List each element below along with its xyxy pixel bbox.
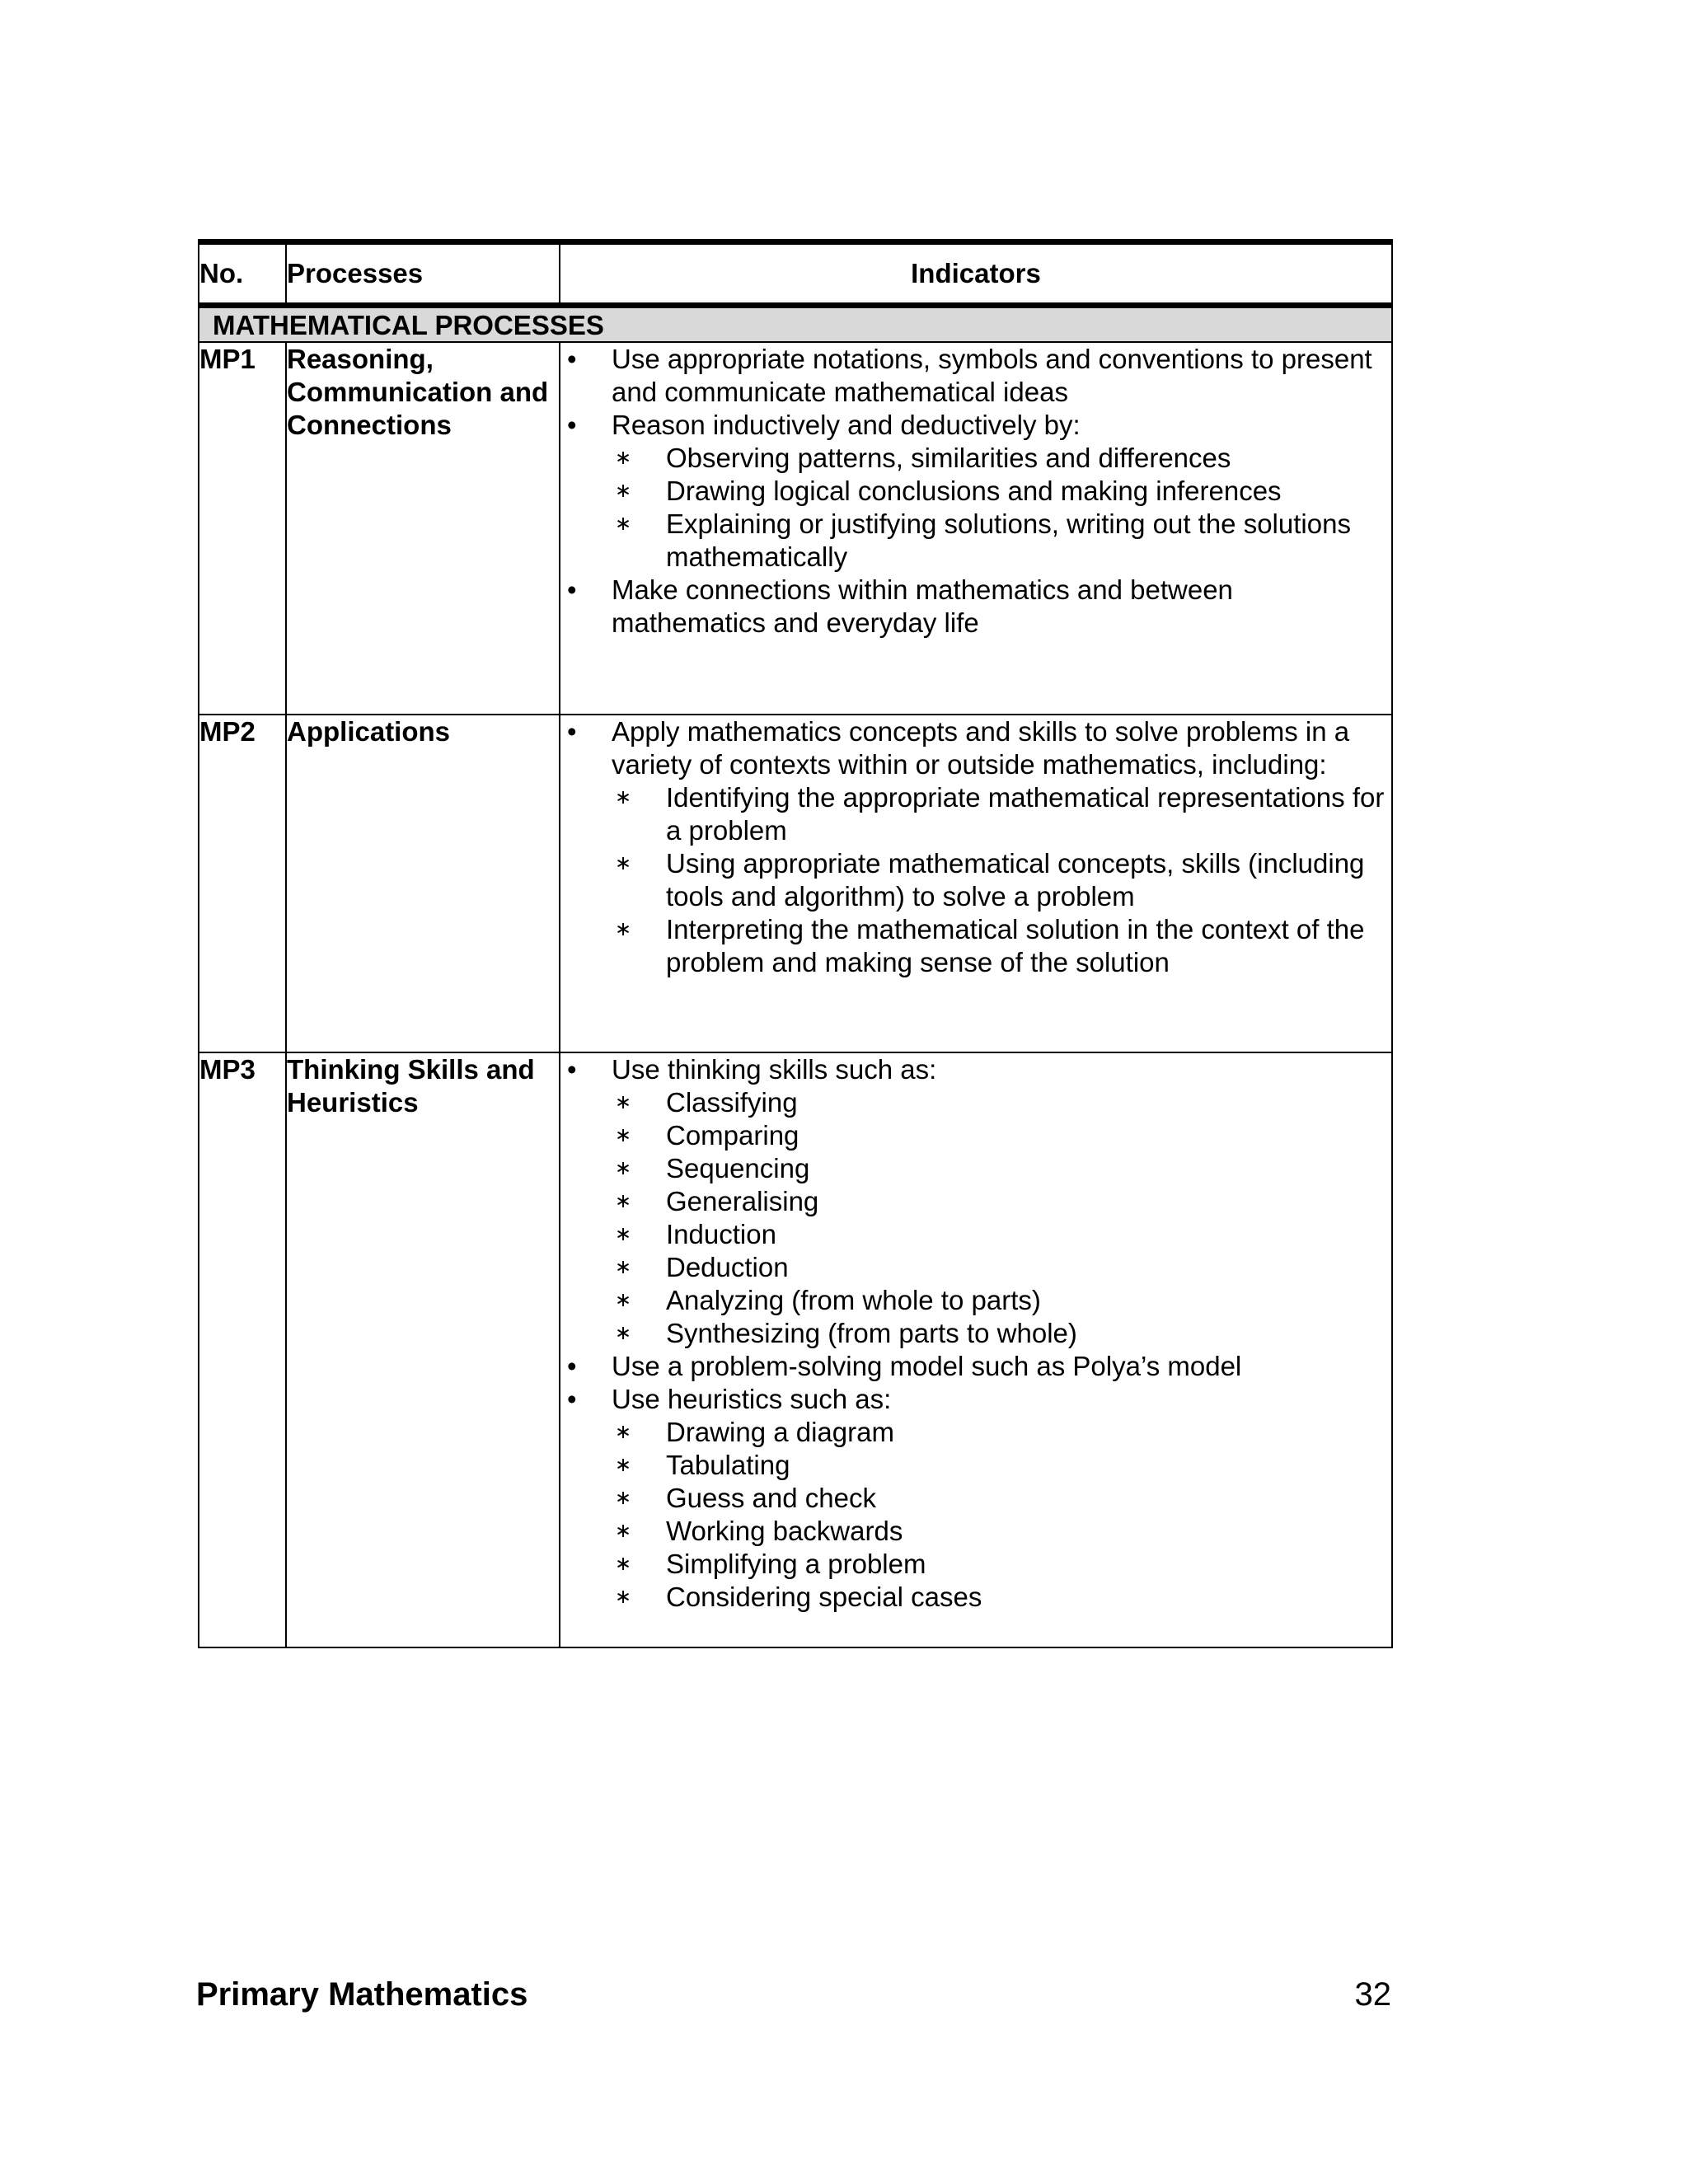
process-number: MP2 [199, 715, 286, 1052]
asterisk-bullet-icon: ∗ [615, 1553, 632, 1575]
bullet-icon: • [567, 344, 577, 374]
indicator-list [560, 343, 1391, 640]
sub-indicator-item [613, 1515, 1391, 1548]
indicator-text: Use heuristics such as: [612, 1384, 892, 1414]
indicator-item [560, 343, 1391, 409]
sub-indicator-item [613, 1317, 1391, 1350]
asterisk-bullet-icon: ∗ [615, 1454, 632, 1476]
sub-indicator-text: Generalising [666, 1186, 819, 1216]
bullet-icon: • [567, 1054, 577, 1085]
sub-indicator-text: Observing patterns, similarities and differences [666, 443, 1231, 473]
table-row [199, 342, 1392, 715]
indicators-cell [560, 342, 1392, 715]
indicator-text: Make connections within mathematics and between mathematics and everyday life [612, 574, 1233, 638]
sub-indicator-text: Explaining or justifying solutions, writing out the solutions mathematically [666, 509, 1351, 572]
sub-indicator-text: Analyzing (from whole to parts) [666, 1285, 1041, 1315]
sub-indicator-item [613, 1581, 1391, 1614]
table-row [199, 715, 1392, 1052]
sub-indicator-item [613, 442, 1391, 475]
asterisk-bullet-icon: ∗ [615, 1586, 632, 1608]
sub-indicator-item [613, 475, 1391, 508]
sub-indicator-item [613, 847, 1391, 913]
sub-indicator-text: Using appropriate mathematical concepts, skills (including tools and algorithm) to solve a problem [666, 848, 1365, 912]
sub-indicator-item [613, 1152, 1391, 1185]
sub-indicator-item [613, 508, 1391, 574]
sub-indicator-text: Deduction [666, 1252, 789, 1282]
asterisk-bullet-icon: ∗ [615, 1421, 632, 1443]
process-name: Reasoning, Communication and Connections [286, 342, 560, 715]
sub-indicator-text: Considering special cases [666, 1582, 982, 1612]
process-number: MP3 [199, 1052, 286, 1647]
indicator-item [560, 715, 1391, 979]
sub-indicator-item [613, 1251, 1391, 1284]
bullet-icon: • [567, 1384, 577, 1414]
bullet-icon: • [567, 1351, 577, 1381]
sub-indicator-item [613, 913, 1391, 979]
indicators-cell [560, 715, 1392, 1052]
asterisk-bullet-icon: ∗ [615, 1091, 632, 1113]
sub-indicator-list [613, 781, 1391, 979]
sub-indicator-text: Classifying [666, 1087, 798, 1118]
sub-indicator-item [613, 1416, 1391, 1449]
indicator-item [560, 409, 1391, 574]
sub-indicator-item [613, 1119, 1391, 1152]
sub-indicator-item [613, 1284, 1391, 1317]
indicator-item [560, 574, 1391, 640]
process-name: Thinking Skills and Heuristics [286, 1052, 560, 1647]
asterisk-bullet-icon: ∗ [615, 1289, 632, 1311]
sub-indicator-text: Simplifying a problem [666, 1549, 926, 1579]
header-processes: Processes [286, 242, 560, 306]
asterisk-bullet-icon: ∗ [615, 1487, 632, 1509]
asterisk-bullet-icon: ∗ [615, 1520, 632, 1542]
sub-indicator-text: Sequencing [666, 1153, 810, 1183]
table-body [199, 306, 1392, 1648]
sub-indicator-text: Working backwards [666, 1516, 903, 1546]
sub-indicator-text: Comparing [666, 1120, 799, 1151]
bullet-icon: • [567, 716, 577, 747]
indicator-item [560, 1350, 1391, 1383]
table-row [199, 1052, 1392, 1647]
bullet-icon: • [567, 410, 577, 440]
asterisk-bullet-icon: ∗ [615, 1190, 632, 1212]
sub-indicator-list [613, 1086, 1391, 1350]
indicator-text: Use thinking skills such as: [612, 1054, 937, 1085]
sub-indicator-text: Tabulating [666, 1450, 790, 1480]
indicator-text: Reason inductively and deductively by: [612, 410, 1081, 440]
sub-indicator-list [613, 442, 1391, 574]
sub-indicator-item [613, 781, 1391, 847]
section-title: MATHEMATICAL PROCESSES [199, 306, 1392, 343]
asterisk-bullet-icon: ∗ [615, 447, 632, 469]
sub-indicator-item [613, 1086, 1391, 1119]
asterisk-bullet-icon: ∗ [615, 918, 632, 940]
asterisk-bullet-icon: ∗ [615, 1157, 632, 1179]
footer-page-number: 32 [1354, 1976, 1391, 2013]
footer-title: Primary Mathematics [196, 1976, 528, 2013]
indicator-text: Use appropriate notations, symbols and conventions to present and communicate mathematical ideas [612, 344, 1372, 407]
header-no: No. [199, 242, 286, 306]
asterisk-bullet-icon: ∗ [615, 1124, 632, 1146]
table-header-row [199, 242, 1392, 306]
section-row [199, 306, 1392, 343]
sub-indicator-item [613, 1218, 1391, 1251]
process-number: MP1 [199, 342, 286, 715]
asterisk-bullet-icon: ∗ [615, 1322, 632, 1344]
sub-indicator-text: Drawing a diagram [666, 1417, 894, 1447]
sub-indicator-item [613, 1185, 1391, 1218]
sub-indicator-text: Guess and check [666, 1483, 876, 1513]
indicator-item [560, 1053, 1391, 1350]
bullet-icon: • [567, 574, 577, 605]
sub-indicator-text: Induction [666, 1219, 776, 1249]
indicator-text: Apply mathematics concepts and skills to solve problems in a variety of contexts within or outside mathematics, including: [612, 716, 1350, 780]
indicator-list [560, 1053, 1391, 1614]
process-name: Applications [286, 715, 560, 1052]
sub-indicator-list [613, 1416, 1391, 1614]
asterisk-bullet-icon: ∗ [615, 513, 632, 535]
indicators-cell [560, 1052, 1392, 1647]
asterisk-bullet-icon: ∗ [615, 786, 632, 808]
sub-indicator-text: Synthesizing (from parts to whole) [666, 1318, 1077, 1348]
asterisk-bullet-icon: ∗ [615, 480, 632, 502]
sub-indicator-text: Drawing logical conclusions and making inferences [666, 476, 1282, 506]
sub-indicator-text: Identifying the appropriate mathematical representations for a problem [666, 782, 1385, 846]
asterisk-bullet-icon: ∗ [615, 852, 632, 874]
processes-table [198, 239, 1393, 1648]
sub-indicator-item [613, 1482, 1391, 1515]
header-indicators: Indicators [560, 242, 1392, 306]
indicator-text: Use a problem-solving model such as Polya’s model [612, 1351, 1242, 1381]
asterisk-bullet-icon: ∗ [615, 1256, 632, 1278]
sub-indicator-item [613, 1548, 1391, 1581]
sub-indicator-text: Interpreting the mathematical solution in the context of the problem and making sense of the solution [666, 914, 1365, 977]
asterisk-bullet-icon: ∗ [615, 1223, 632, 1245]
indicator-item [560, 1383, 1391, 1614]
sub-indicator-item [613, 1449, 1391, 1482]
indicator-list [560, 715, 1391, 979]
